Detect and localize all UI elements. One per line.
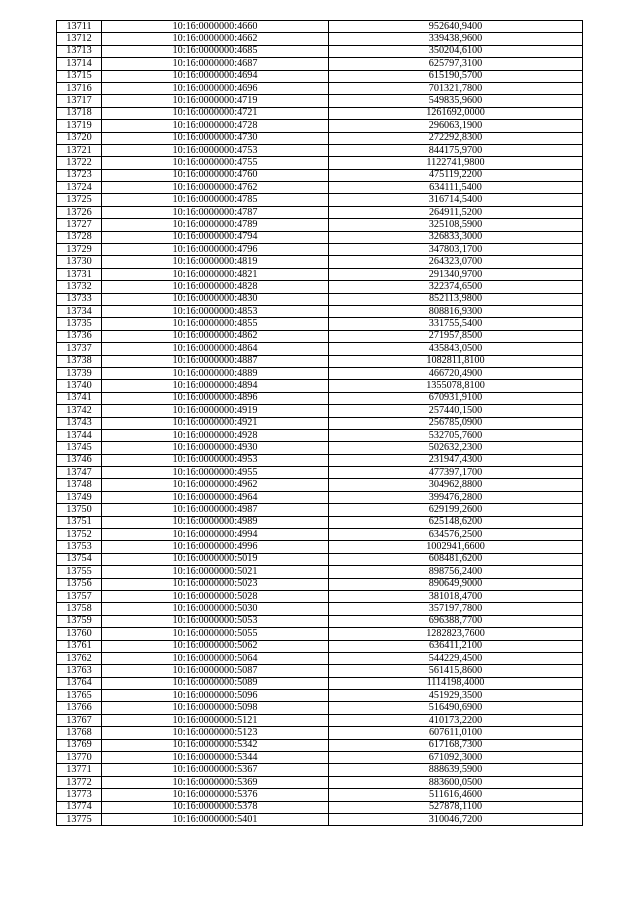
row-number-cell: 13716 [57,82,102,94]
table-row [57,714,583,726]
cadastral-number-cell: 10:16:0000000:4760 [102,169,329,181]
cadastral-value-cell: 696388,7700 [329,615,583,627]
cadastral-number-cell: 10:16:0000000:5098 [102,702,329,714]
cadastral-value-cell: 331755,5400 [329,318,583,330]
cadastral-value-cell: 231947,4300 [329,454,583,466]
table-row [57,764,583,776]
table-row [57,491,583,503]
table-row [57,789,583,801]
row-number-cell: 13740 [57,380,102,392]
row-number-cell: 13713 [57,45,102,57]
table-row [57,182,583,194]
row-number-cell: 13743 [57,417,102,429]
cadastral-value-cell: 272292,8300 [329,132,583,144]
cadastral-number-cell: 10:16:0000000:4862 [102,330,329,342]
row-number-cell: 13772 [57,776,102,788]
table-row [57,727,583,739]
cadastral-value-cell: 617168,7300 [329,739,583,751]
row-number-cell: 13731 [57,268,102,280]
table-row [57,169,583,181]
cadastral-number-cell: 10:16:0000000:4830 [102,293,329,305]
row-number-cell: 13741 [57,392,102,404]
cadastral-value-cell: 291340,9700 [329,268,583,280]
table-row [57,380,583,392]
cadastral-value-cell: 808816,9300 [329,305,583,317]
table-row [57,268,583,280]
table-row [57,206,583,218]
table-row [57,776,583,788]
row-number-cell: 13724 [57,182,102,194]
cadastral-number-cell: 10:16:0000000:5064 [102,652,329,664]
table-row [57,417,583,429]
row-number-cell: 13721 [57,144,102,156]
row-number-cell: 13723 [57,169,102,181]
cadastral-value-cell: 890649,9000 [329,578,583,590]
cadastral-number-cell: 10:16:0000000:4730 [102,132,329,144]
cadastral-value-cell: 608481,6200 [329,553,583,565]
row-number-cell: 13729 [57,244,102,256]
cadastral-number-cell: 10:16:0000000:5367 [102,764,329,776]
cadastral-value-cell: 625797,3100 [329,58,583,70]
cadastral-number-cell: 10:16:0000000:5344 [102,752,329,764]
table-row [57,58,583,70]
cadastral-number-cell: 10:16:0000000:5401 [102,814,329,826]
row-number-cell: 13757 [57,590,102,602]
row-number-cell: 13766 [57,702,102,714]
cadastral-number-cell: 10:16:0000000:5089 [102,677,329,689]
cadastral-number-cell: 10:16:0000000:4660 [102,21,329,33]
row-number-cell: 13765 [57,690,102,702]
row-number-cell: 13753 [57,541,102,553]
cadastral-number-cell: 10:16:0000000:5123 [102,727,329,739]
row-number-cell: 13718 [57,107,102,119]
row-number-cell: 13728 [57,231,102,243]
table-row [57,454,583,466]
cadastral-number-cell: 10:16:0000000:4930 [102,442,329,454]
cadastral-number-cell: 10:16:0000000:5028 [102,590,329,602]
cadastral-value-cell: 322374,6500 [329,281,583,293]
table-row [57,33,583,45]
table-row [57,330,583,342]
cadastral-number-cell: 10:16:0000000:4755 [102,157,329,169]
row-number-cell: 13773 [57,789,102,801]
cadastral-number-cell: 10:16:0000000:4864 [102,343,329,355]
table-row [57,219,583,231]
table-row [57,442,583,454]
row-number-cell: 13717 [57,95,102,107]
row-number-cell: 13754 [57,553,102,565]
table-row [57,281,583,293]
cadastral-value-cell: 701321,7800 [329,82,583,94]
cadastral-number-cell: 10:16:0000000:4687 [102,58,329,70]
cadastral-value-cell: 1355078,8100 [329,380,583,392]
table-row [57,677,583,689]
cadastral-number-cell: 10:16:0000000:4685 [102,45,329,57]
table-row [57,504,583,516]
cadastral-number-cell: 10:16:0000000:4853 [102,305,329,317]
cadastral-number-cell: 10:16:0000000:4896 [102,392,329,404]
row-number-cell: 13756 [57,578,102,590]
cadastral-number-cell: 10:16:0000000:4819 [102,256,329,268]
table-row [57,244,583,256]
cadastral-number-cell: 10:16:0000000:4785 [102,194,329,206]
cadastral-value-cell: 615190,5700 [329,70,583,82]
cadastral-number-cell: 10:16:0000000:4955 [102,467,329,479]
table-row [57,541,583,553]
row-number-cell: 13739 [57,367,102,379]
table-row [57,590,583,602]
cadastral-value-cell: 339438,9600 [329,33,583,45]
table-body [57,21,583,826]
cadastral-value-cell: 625148,6200 [329,516,583,528]
row-number-cell: 13763 [57,665,102,677]
cadastral-number-cell: 10:16:0000000:4662 [102,33,329,45]
cadastral-number-cell: 10:16:0000000:5030 [102,603,329,615]
cadastral-value-cell: 607611,0100 [329,727,583,739]
row-number-cell: 13759 [57,615,102,627]
table-row [57,45,583,57]
table-row [57,479,583,491]
table-row [57,82,583,94]
table-row [57,566,583,578]
cadastral-value-cell: 516490,6900 [329,702,583,714]
cadastral-number-cell: 10:16:0000000:5342 [102,739,329,751]
table-row [57,615,583,627]
row-number-cell: 13719 [57,120,102,132]
cadastral-value-cell: 670931,9100 [329,392,583,404]
cadastral-value-cell: 316714,5400 [329,194,583,206]
row-number-cell: 13738 [57,355,102,367]
cadastral-value-cell: 844175,9700 [329,144,583,156]
cadastral-value-cell: 549835,9600 [329,95,583,107]
cadastral-value-cell: 852113,9800 [329,293,583,305]
row-number-cell: 13722 [57,157,102,169]
cadastral-value-cell: 381018,4700 [329,590,583,602]
cadastral-value-cell: 634576,2500 [329,529,583,541]
table-row [57,690,583,702]
table-row [57,132,583,144]
cadastral-value-cell: 1261692,0000 [329,107,583,119]
row-number-cell: 13752 [57,529,102,541]
row-number-cell: 13760 [57,628,102,640]
row-number-cell: 13769 [57,739,102,751]
cadastral-number-cell: 10:16:0000000:5053 [102,615,329,627]
cadastral-value-cell: 1122741,9800 [329,157,583,169]
table-row [57,144,583,156]
row-number-cell: 13744 [57,429,102,441]
cadastral-value-cell: 477397,1700 [329,467,583,479]
table-row [57,752,583,764]
table-row [57,665,583,677]
row-number-cell: 13726 [57,206,102,218]
cadastral-number-cell: 10:16:0000000:4762 [102,182,329,194]
table-row [57,405,583,417]
row-number-cell: 13764 [57,677,102,689]
table-row [57,107,583,119]
table-row [57,355,583,367]
cadastral-value-cell: 271957,8500 [329,330,583,342]
cadastral-value-cell: 410173,2200 [329,714,583,726]
cadastral-number-cell: 10:16:0000000:4821 [102,268,329,280]
cadastral-number-cell: 10:16:0000000:5376 [102,789,329,801]
cadastral-number-cell: 10:16:0000000:4887 [102,355,329,367]
cadastral-number-cell: 10:16:0000000:4796 [102,244,329,256]
row-number-cell: 13736 [57,330,102,342]
table-row [57,603,583,615]
cadastral-value-cell: 264911,5200 [329,206,583,218]
row-number-cell: 13749 [57,491,102,503]
cadastral-number-cell: 10:16:0000000:4989 [102,516,329,528]
table-row [57,529,583,541]
table-row [57,467,583,479]
cadastral-value-cell: 435843,0500 [329,343,583,355]
cadastral-value-cell: 532705,7600 [329,429,583,441]
cadastral-number-cell: 10:16:0000000:4787 [102,206,329,218]
cadastral-number-cell: 10:16:0000000:5369 [102,776,329,788]
cadastral-number-cell: 10:16:0000000:5019 [102,553,329,565]
cadastral-number-cell: 10:16:0000000:4794 [102,231,329,243]
cadastral-number-cell: 10:16:0000000:5062 [102,640,329,652]
cadastral-value-cell: 636411,2100 [329,640,583,652]
row-number-cell: 13758 [57,603,102,615]
row-number-cell: 13750 [57,504,102,516]
cadastral-number-cell: 10:16:0000000:4894 [102,380,329,392]
cadastral-number-cell: 10:16:0000000:4719 [102,95,329,107]
row-number-cell: 13746 [57,454,102,466]
cadastral-value-cell: 466720,4900 [329,367,583,379]
row-number-cell: 13767 [57,714,102,726]
cadastral-value-cell: 347803,1700 [329,244,583,256]
cadastral-number-cell: 10:16:0000000:4728 [102,120,329,132]
row-number-cell: 13714 [57,58,102,70]
row-number-cell: 13733 [57,293,102,305]
cadastral-value-cell: 952640,9400 [329,21,583,33]
cadastral-number-cell: 10:16:0000000:4919 [102,405,329,417]
cadastral-value-cell: 1282823,7600 [329,628,583,640]
cadastral-value-cell: 561415,8600 [329,665,583,677]
row-number-cell: 13755 [57,566,102,578]
cadastral-number-cell: 10:16:0000000:5023 [102,578,329,590]
cadastral-value-cell: 264323,0700 [329,256,583,268]
cadastral-number-cell: 10:16:0000000:4921 [102,417,329,429]
table-row [57,801,583,813]
cadastral-value-cell: 399476,2800 [329,491,583,503]
table-row [57,553,583,565]
cadastral-value-cell: 304962,8800 [329,479,583,491]
cadastral-number-cell: 10:16:0000000:4953 [102,454,329,466]
row-number-cell: 13734 [57,305,102,317]
row-number-cell: 13735 [57,318,102,330]
table-row [57,429,583,441]
cadastral-value-cell: 527878,1100 [329,801,583,813]
cadastral-value-cell: 357197,7800 [329,603,583,615]
cadastral-value-cell: 502632,2300 [329,442,583,454]
table-row [57,231,583,243]
cadastral-value-cell: 451929,3500 [329,690,583,702]
row-number-cell: 13762 [57,652,102,664]
cadastral-value-cell: 511616,4600 [329,789,583,801]
table-row [57,392,583,404]
cadastral-value-cell: 256785,0900 [329,417,583,429]
table-row [57,21,583,33]
cadastral-value-cell: 629199,2600 [329,504,583,516]
cadastral-number-cell: 10:16:0000000:4789 [102,219,329,231]
row-number-cell: 13725 [57,194,102,206]
row-number-cell: 13727 [57,219,102,231]
table-row [57,305,583,317]
cadastral-number-cell: 10:16:0000000:4928 [102,429,329,441]
row-number-cell: 13737 [57,343,102,355]
cadastral-value-cell: 1114198,4000 [329,677,583,689]
cadastral-number-cell: 10:16:0000000:4828 [102,281,329,293]
cadastral-number-cell: 10:16:0000000:5021 [102,566,329,578]
table-row [57,95,583,107]
cadastral-value-cell: 888639,5900 [329,764,583,776]
cadastral-value-cell: 634111,5400 [329,182,583,194]
cadastral-number-cell: 10:16:0000000:4721 [102,107,329,119]
table-row [57,293,583,305]
row-number-cell: 13771 [57,764,102,776]
table-row [57,194,583,206]
cadastral-number-cell: 10:16:0000000:4964 [102,491,329,503]
cadastral-value-cell: 898756,2400 [329,566,583,578]
cadastral-value-cell: 326833,3000 [329,231,583,243]
cadastral-value-cell: 310046,7200 [329,814,583,826]
cadastral-number-cell: 10:16:0000000:5055 [102,628,329,640]
cadastral-value-cell: 671092,3000 [329,752,583,764]
cadastral-number-cell: 10:16:0000000:4962 [102,479,329,491]
cadastral-number-cell: 10:16:0000000:4694 [102,70,329,82]
row-number-cell: 13712 [57,33,102,45]
table-row [57,120,583,132]
cadastral-number-cell: 10:16:0000000:5087 [102,665,329,677]
row-number-cell: 13732 [57,281,102,293]
row-number-cell: 13730 [57,256,102,268]
table-row [57,256,583,268]
row-number-cell: 13770 [57,752,102,764]
table-row [57,702,583,714]
table-row [57,628,583,640]
cadastral-number-cell: 10:16:0000000:5378 [102,801,329,813]
table-row [57,640,583,652]
cadastral-value-cell: 1002941,6600 [329,541,583,553]
cadastral-number-cell: 10:16:0000000:4994 [102,529,329,541]
table-row [57,814,583,826]
row-number-cell: 13751 [57,516,102,528]
cadastral-value-cell: 544229,4500 [329,652,583,664]
cadastral-number-cell: 10:16:0000000:4889 [102,367,329,379]
cadastral-value-cell: 296063,1900 [329,120,583,132]
cadastral-value-cell: 883600,0500 [329,776,583,788]
cadastral-number-cell: 10:16:0000000:4855 [102,318,329,330]
row-number-cell: 13775 [57,814,102,826]
cadastral-number-cell: 10:16:0000000:5096 [102,690,329,702]
table-row [57,343,583,355]
row-number-cell: 13711 [57,21,102,33]
table-row [57,318,583,330]
row-number-cell: 13720 [57,132,102,144]
cadastral-value-cell: 350204,6100 [329,45,583,57]
row-number-cell: 13774 [57,801,102,813]
table-row [57,652,583,664]
cadastral-value-cell: 475119,2200 [329,169,583,181]
cadastral-value-cell: 257440,1500 [329,405,583,417]
table-row [57,157,583,169]
cadastral-number-cell: 10:16:0000000:4696 [102,82,329,94]
row-number-cell: 13761 [57,640,102,652]
row-number-cell: 13747 [57,467,102,479]
row-number-cell: 13748 [57,479,102,491]
cadastral-value-cell: 325108,5900 [329,219,583,231]
row-number-cell: 13742 [57,405,102,417]
cadastral-number-cell: 10:16:0000000:4753 [102,144,329,156]
row-number-cell: 13768 [57,727,102,739]
table-row [57,516,583,528]
row-number-cell: 13745 [57,442,102,454]
row-number-cell: 13715 [57,70,102,82]
table-row [57,739,583,751]
cadastral-number-cell: 10:16:0000000:4987 [102,504,329,516]
table-row [57,578,583,590]
cadastral-number-cell: 10:16:0000000:4996 [102,541,329,553]
cadastral-value-cell: 1082811,8100 [329,355,583,367]
cadastral-value-table [56,20,583,826]
table-row [57,367,583,379]
table-row [57,70,583,82]
cadastral-number-cell: 10:16:0000000:5121 [102,714,329,726]
